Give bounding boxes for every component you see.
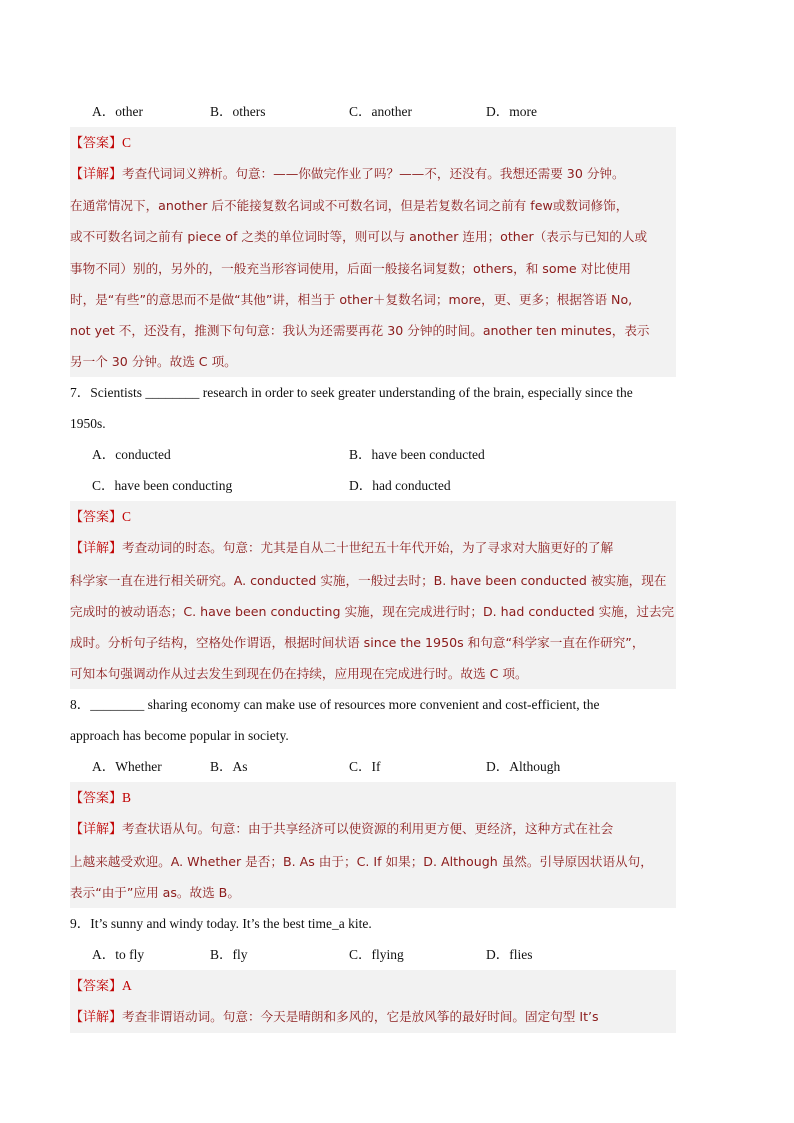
q7-detail xyxy=(70,532,676,689)
q8-stem-line1: 8．________ sharing economy can make use of resources more convenient and cost-efficient, the xyxy=(70,697,600,713)
q7-option-a: A．conducted xyxy=(92,447,171,463)
answer-tag: 【答案】 xyxy=(70,791,123,807)
q6-detail xyxy=(70,158,676,377)
answer-value: A xyxy=(122,978,132,994)
detail-line: 考查代词词义辨析。句意：——你做完作业了吗？——不，还没有。我想还需要 30 分钟。 xyxy=(122,166,625,181)
q8-detail xyxy=(70,813,676,908)
detail-tag: 【详解】 xyxy=(70,167,123,182)
detail-line: 事物不同）别的，另外的，一般充当形容词使用，后面一般接名词复数；others，和 some 对比使用 xyxy=(70,260,631,276)
q8-answer-block xyxy=(70,782,676,908)
q7-options-row2 xyxy=(70,470,676,501)
q9-option-d: D．flies xyxy=(486,947,533,963)
document-page xyxy=(70,96,676,1033)
q6-answer xyxy=(70,127,676,158)
answer-value: C xyxy=(122,135,132,150)
detail-line: 表示“由于”应用 as。故选 B。 xyxy=(70,884,240,900)
detail-line: 可知本句强调动作从过去发生到现在仍在持续，应用现在完成进行时。故选 C 项。 xyxy=(70,666,528,682)
detail-line: 另一个 30 分钟。故选 C 项。 xyxy=(70,354,237,370)
detail-tag: 【详解】 xyxy=(70,822,123,838)
answer-tag: 【答案】 xyxy=(70,979,123,995)
detail-line: 上越来越受欢迎。A. Whether 是否；B. As 由于；C. If 如果；D. Although 虽然。引导原因状语从句， xyxy=(70,853,653,869)
detail-line: 考查非谓语动词。句意：今天是晴朗和多风的，它是放风筝的最好时间。固定句型 It’s xyxy=(122,1009,599,1025)
answer-value: B xyxy=(122,790,132,806)
detail-line: 科学家一直在进行相关研究。A. conducted 实施，一般过去时；B. have been conducted 被实施，现在 xyxy=(70,572,667,588)
q9-options xyxy=(70,939,676,970)
q9-option-c: C．flying xyxy=(349,947,404,963)
q6-option-b: B．others xyxy=(210,104,266,119)
q7-stem-line1: 7．Scientists ________ research in order to seek greater understanding of the brain, especially since the xyxy=(70,385,633,401)
detail-line: 完成时的被动语态；C. have been conducting 实施，现在完成进行时；D. had conducted 实施，过去完 xyxy=(70,603,675,619)
detail-line: 时，是“有些”的意思而不是做“其他”讲，相当于 other＋复数名词；more，更、更多；根据答语 No, xyxy=(70,291,633,307)
detail-tag: 【详解】 xyxy=(70,1010,123,1026)
q9-detail xyxy=(70,1001,676,1033)
q7-answer xyxy=(70,501,676,532)
detail-line: 考查动词的时态。句意：尤其是自从二十世纪五十年代开始，为了寻求对大脑更好的了解 xyxy=(122,540,614,556)
q6-option-d: D．more xyxy=(486,104,537,119)
q8-option-c: C．If xyxy=(349,759,381,775)
q7-option-b: B．have been conducted xyxy=(349,447,485,463)
detail-line: not yet 不，还没有，推测下句句意：我认为还需要再花 30 分钟的时间。another ten minutes，表示 xyxy=(70,323,650,339)
q7-stem-line2: 1950s. xyxy=(70,416,106,432)
q8-option-d: D．Although xyxy=(486,759,561,775)
q8-answer xyxy=(70,782,676,813)
q8-options xyxy=(70,751,676,782)
q7-option-d: D．had conducted xyxy=(349,478,451,494)
q9-answer-block xyxy=(70,970,676,1033)
detail-line: 或不可数名词之前有 piece of 之类的单位词时等，则可以与 another 连用；other（表示与已知的人或 xyxy=(70,229,648,245)
q9-stem-line1: 9．It’s sunny and windy today. It’s the best time_a kite. xyxy=(70,916,372,932)
q9-answer xyxy=(70,970,676,1001)
q8-stem-line2: approach has become popular in society. xyxy=(70,728,289,744)
q6-options xyxy=(70,96,676,127)
detail-line: 成时。分析句子结构，空格处作谓语，根据时间状语 since the 1950s 和句意“科学家一直在作研究”， xyxy=(70,635,645,651)
answer-tag: 【答案】 xyxy=(70,136,123,151)
q6-option-c: C．another xyxy=(349,104,412,119)
q6-answer-block xyxy=(70,127,676,377)
answer-tag: 【答案】 xyxy=(70,510,123,526)
q7-answer-block xyxy=(70,501,676,689)
q8-option-a: A．Whether xyxy=(92,759,162,775)
q8-option-b: B．As xyxy=(210,759,248,775)
q9-option-a: A．to fly xyxy=(92,947,145,963)
detail-tag: 【详解】 xyxy=(70,541,123,557)
q7-option-c: C．have been conducting xyxy=(92,478,233,494)
detail-line: 在通常情况下，another 后不能接复数名词或不可数名词，但是若复数名词之前有 few或数词修饰， xyxy=(70,198,629,214)
answer-value: C xyxy=(122,509,132,525)
q7-options-row1 xyxy=(70,439,676,470)
q6-option-a: A．other xyxy=(92,104,143,119)
q9-option-b: B．fly xyxy=(210,947,248,963)
detail-line: 考查状语从句。句意：由于共享经济可以使资源的利用更方便、更经济，这种方式在社会 xyxy=(122,821,614,837)
